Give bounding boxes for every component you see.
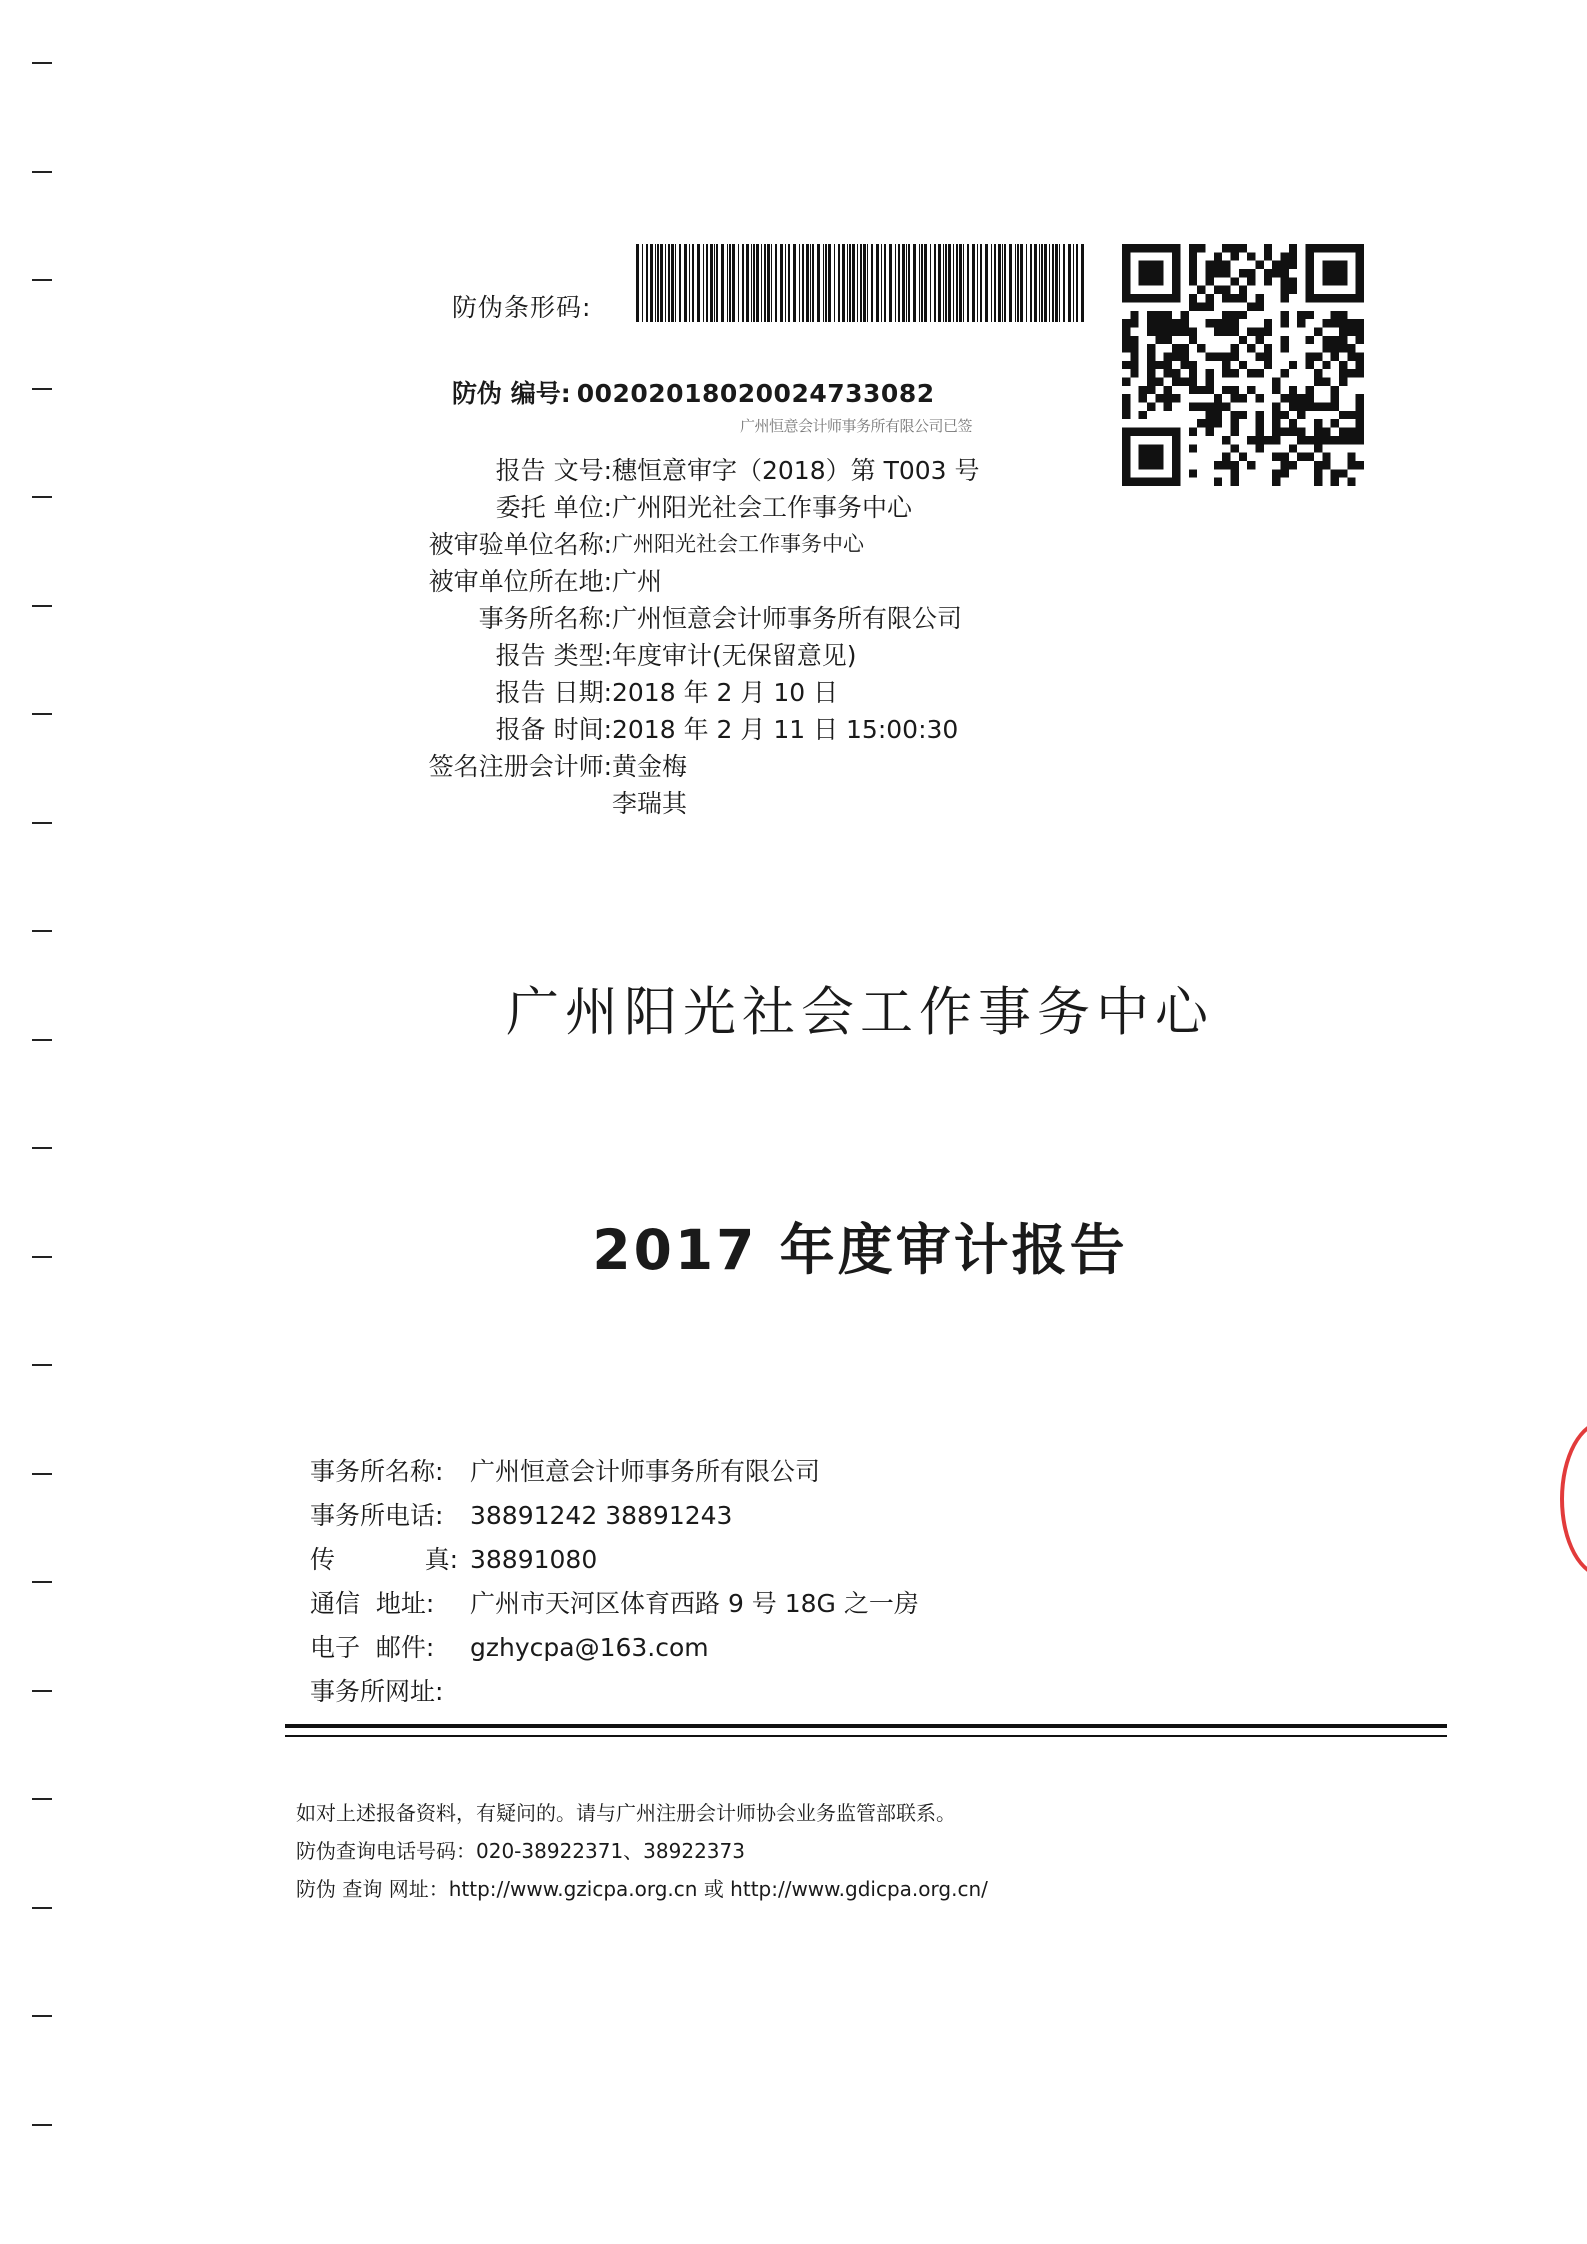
footer-line: 如对上述报备资料，有疑问的。请与广州注册会计师协会业务监管部联系。 bbox=[296, 1801, 956, 1825]
barcode-image bbox=[636, 244, 1088, 322]
document-title: 广州阳光社会工作事务中心 bbox=[506, 982, 1214, 1043]
qr-code-image bbox=[1122, 244, 1364, 486]
firm-website-label: 事务所网址: bbox=[310, 1677, 444, 1706]
firm-info-row bbox=[310, 1670, 919, 1714]
margin-mark bbox=[32, 388, 52, 390]
report-info bbox=[390, 452, 980, 822]
report-info-row bbox=[390, 674, 980, 711]
entity-location-label: 被审单位所在地: bbox=[428, 567, 612, 596]
margin-mark bbox=[32, 1581, 52, 1583]
margin-mark bbox=[32, 930, 52, 932]
margin-mark bbox=[32, 2015, 52, 2017]
firm-info-row bbox=[310, 1450, 919, 1494]
seal-stamp-edge bbox=[1560, 1420, 1587, 1578]
firm-name-label: 事务所名称: bbox=[478, 604, 612, 633]
margin-mark bbox=[32, 62, 52, 64]
audited-entity-value: 广州阳光社会工作事务中心 bbox=[612, 532, 864, 556]
firm-info-row bbox=[310, 1626, 919, 1670]
report-number-value: 穗恒意审字（2018）第 T003 号 bbox=[612, 456, 980, 485]
firm-email-label: 电子 邮件: bbox=[310, 1633, 435, 1662]
margin-mark bbox=[32, 1798, 52, 1800]
firm-fax-label: 传 真: bbox=[310, 1545, 458, 1574]
report-type-label: 报告 类型: bbox=[495, 641, 612, 670]
firm-name: 广州恒意会计师事务所有限公司 bbox=[470, 1457, 821, 1486]
firm-address: 广州市天河区体育西路 9 号 18G 之一房 bbox=[470, 1589, 919, 1618]
margin-mark bbox=[32, 171, 52, 173]
report-date-label: 报告 日期: bbox=[495, 678, 612, 707]
signing-cpa-value: 黄金梅 bbox=[612, 752, 688, 781]
divider-thin bbox=[285, 1735, 1447, 1737]
filing-time-value: 2018 年 2 月 11 日 15:00:30 bbox=[612, 715, 959, 744]
report-info-row bbox=[390, 785, 980, 822]
margin-mark bbox=[32, 279, 52, 281]
client-value: 广州阳光社会工作事务中心 bbox=[612, 493, 913, 522]
audited-entity-label: 被审验单位名称: bbox=[428, 530, 612, 559]
report-info-row bbox=[390, 637, 980, 674]
firm-info-row bbox=[310, 1494, 919, 1538]
margin-mark bbox=[32, 1473, 52, 1475]
firm-address-label: 通信 地址: bbox=[310, 1589, 435, 1618]
signing-cpa-label-2 bbox=[390, 785, 612, 822]
report-date-value: 2018 年 2 月 10 日 bbox=[612, 678, 839, 707]
firm-phone: 38891242 38891243 bbox=[470, 1501, 733, 1530]
report-info-row bbox=[390, 489, 980, 526]
signing-cpa-value-2: 李瑞其 bbox=[612, 789, 688, 818]
report-type-value: 年度审计(无保留意见) bbox=[612, 641, 857, 670]
margin-mark bbox=[32, 822, 52, 824]
footer-line: 防伪查询电话号码：020-38922371、38922373 bbox=[296, 1839, 745, 1863]
margin-mark bbox=[32, 1147, 52, 1149]
margin-marks bbox=[32, 0, 56, 2244]
firm-phone-label: 事务所电话: bbox=[310, 1501, 444, 1530]
report-info-row bbox=[390, 452, 980, 489]
margin-mark bbox=[32, 2124, 52, 2126]
barcode-label: 防伪条形码: bbox=[452, 293, 592, 322]
document-subtitle: 2017 年度审计报告 bbox=[592, 1218, 1128, 1282]
filing-time-label: 报备 时间: bbox=[495, 715, 612, 744]
firm-info-row bbox=[310, 1582, 919, 1626]
report-info-row bbox=[390, 526, 980, 563]
report-info-row bbox=[390, 563, 980, 600]
margin-mark bbox=[32, 1690, 52, 1692]
report-info-row bbox=[390, 711, 980, 748]
margin-mark bbox=[32, 713, 52, 715]
firm-info bbox=[310, 1450, 919, 1714]
margin-mark bbox=[32, 605, 52, 607]
client-label: 委托 单位: bbox=[495, 493, 612, 522]
divider-thick bbox=[285, 1724, 1447, 1728]
margin-mark bbox=[32, 496, 52, 498]
anti-counterfeit-number-row bbox=[452, 374, 935, 410]
certification-note: 广州恒意会计师事务所有限公司已签 bbox=[740, 417, 973, 435]
firm-info-row bbox=[310, 1538, 919, 1582]
footer-line: 防伪 查询 网址：http://www.gzicpa.org.cn 或 http://www.gdicpa.org.cn/ bbox=[296, 1877, 988, 1901]
firm-email: gzhycpa@163.com bbox=[470, 1633, 709, 1662]
firm-name-label: 事务所名称: bbox=[310, 1457, 444, 1486]
firm-name-value: 广州恒意会计师事务所有限公司 bbox=[612, 604, 963, 633]
firm-fax: 38891080 bbox=[470, 1545, 598, 1574]
signing-cpa-label: 签名注册会计师: bbox=[428, 752, 612, 781]
report-number-label: 报告 文号: bbox=[495, 456, 612, 485]
anti-counterfeit-label: 防伪 编号: bbox=[452, 379, 571, 408]
report-info-row bbox=[390, 600, 980, 637]
anti-counterfeit-number: 00202018020024733082 bbox=[576, 379, 935, 408]
report-info-row bbox=[390, 748, 980, 785]
margin-mark bbox=[32, 1907, 52, 1909]
footer-notes bbox=[296, 1794, 988, 1908]
margin-mark bbox=[32, 1364, 52, 1366]
entity-location-value: 广州 bbox=[612, 567, 663, 596]
